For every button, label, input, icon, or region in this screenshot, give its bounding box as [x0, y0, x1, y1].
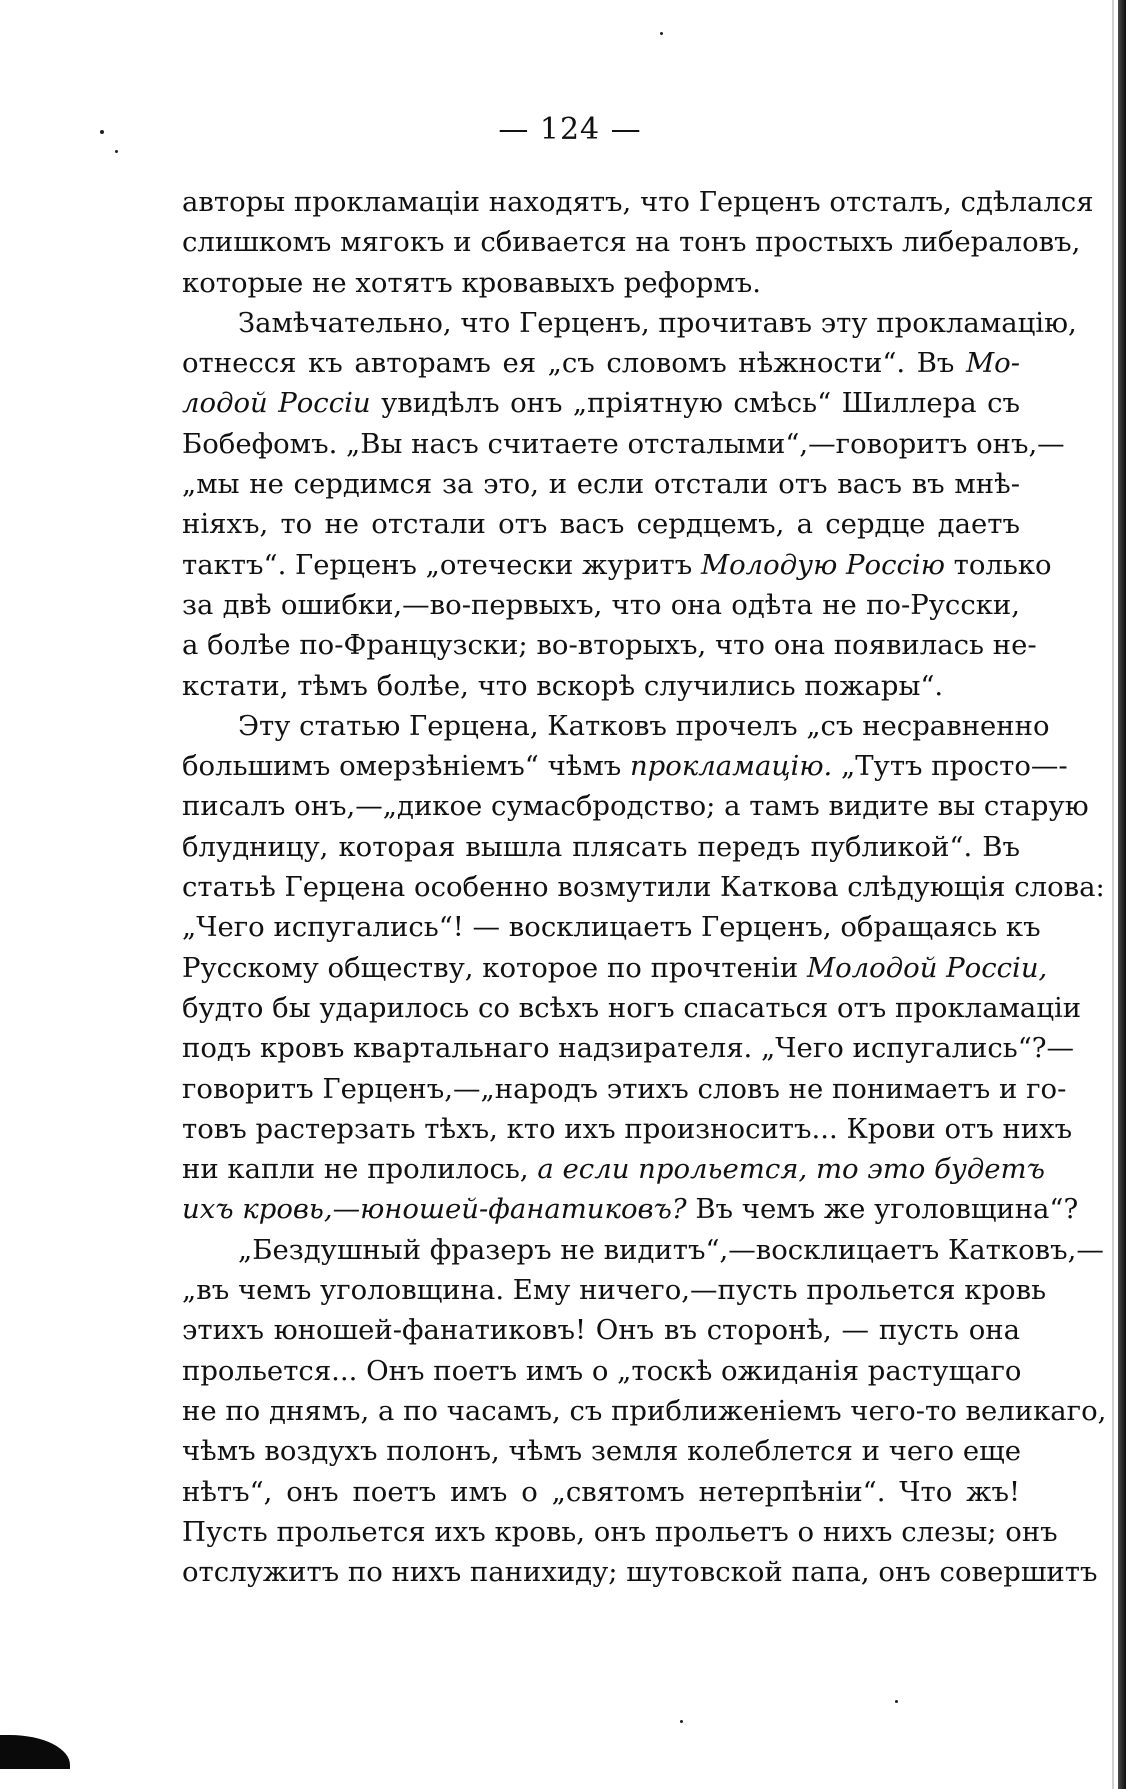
text-segment: „въ чемъ уголовщина. Ему ничего,—пусть прольется кровь [182, 1274, 1047, 1307]
text-line [182, 786, 1089, 826]
page-edge-line [1112, 0, 1114, 1789]
text-line [182, 504, 1020, 544]
text-segment: большимъ омерзѣніемъ“ чѣмъ [182, 750, 630, 783]
text-segment: подъ кровъ квартальнаго надзирателя. „Чего испугались“?— [182, 1032, 1075, 1065]
text-line [182, 988, 1082, 1028]
text-segment: ни капли не пролилось, [182, 1153, 538, 1186]
text-line [182, 1310, 1020, 1350]
text-segment: Пусть прольется ихъ кровь, онъ прольетъ о нихъ слезы; онъ [182, 1515, 1058, 1548]
text-segment: товъ растерзать тѣхъ, кто ихъ произноситъ... Крови отъ нихъ [182, 1112, 1073, 1145]
italic-text: Молодую Россію [700, 548, 945, 581]
speck [680, 1720, 683, 1723]
text-line [182, 1512, 1058, 1552]
text-segment: „Бездушный фразеръ не видитъ“,—восклицаетъ Катковъ,— [238, 1233, 1104, 1266]
text-line [182, 907, 1041, 947]
italic-text: Молодой Россіи, [806, 951, 1048, 984]
italic-text: лодой Россіи [182, 387, 371, 420]
text-segment: этихъ юношей-фанатиковъ! Онъ въ сторонѣ, — пусть она [182, 1314, 1020, 1347]
text-segment: Эту статью Герцена, Катковъ прочелъ „съ несравненно [238, 709, 1050, 742]
text-line [182, 1230, 1104, 1270]
text-segment: „Чего испугались“! — восклицаетъ Герценъ, обращаясь къ [182, 911, 1041, 944]
text-segment: отслужитъ по нихъ панихиду; шутовской папа, онъ совершитъ [182, 1556, 1098, 1589]
text-line [182, 182, 1094, 222]
text-segment: писалъ онъ,—„дикое сумасбродство; а тамъ видите вы старую [182, 790, 1089, 823]
text-line [182, 343, 1020, 383]
speck [115, 150, 118, 153]
text-segment: Русскому обществу, которое по прочтеніи [182, 951, 807, 984]
text-line [182, 706, 1050, 746]
text-segment: Замѣчательно, что Герценъ, прочитавъ эту прокламацію, [238, 306, 1077, 339]
italic-text: Мо- [965, 347, 1020, 380]
corner-ink-blot [0, 1735, 70, 1769]
italic-text: прокламацію. [629, 750, 833, 783]
speck [895, 1700, 898, 1703]
text-line [182, 263, 1020, 303]
text-segment: „Тутъ просто—- [832, 750, 1068, 783]
text-line [182, 625, 1037, 665]
text-segment: говоритъ Герценъ,—„народъ этихъ словъ не понимаетъ и го- [182, 1072, 1067, 1105]
text-segment: прольется... Онъ поетъ имъ о „тоскѣ ожиданія растущаго [182, 1354, 1022, 1387]
text-line [182, 1472, 1020, 1512]
text-line [182, 303, 1077, 343]
text-segment: отнесся къ авторамъ ея „съ словомъ нѣжности“. Въ [182, 347, 966, 380]
text-segment: за двѣ ошибки,—во-первыхъ, что она одѣта не по-Русски, [182, 588, 1020, 621]
text-segment: чѣмъ воздухъ полонъ, чѣмъ земля колеблется и чего еще [182, 1435, 1021, 1468]
text-line [182, 746, 1068, 786]
text-segment: статьѣ Герцена особенно возмутили Каткова слѣдующія слова: [182, 871, 1105, 904]
text-line [182, 545, 1052, 585]
text-segment: а болѣе по-Французски; во-вторыхъ, что она появилась не- [182, 629, 1037, 662]
text-line [182, 464, 1020, 504]
text-segment: авторы прокламаціи находятъ, что Герценъ отсталъ, сдѣлался [182, 186, 1094, 218]
text-segment: только [944, 548, 1052, 581]
text-segment: не по днямъ, а по часамъ, съ приближеніемъ чего-то великаго, [182, 1394, 1107, 1427]
body-text [182, 182, 1107, 1592]
text-segment: увидѣлъ онъ „пріятную смѣсь“ Шиллера съ [370, 387, 1021, 420]
text-line [182, 666, 1020, 706]
text-line [182, 1149, 1045, 1189]
text-line [182, 1552, 1098, 1592]
text-line [182, 383, 1020, 423]
page-edge-shadow [1118, 0, 1126, 1789]
text-segment: слишкомъ мягокъ и сбивается на тонъ простыхъ либераловъ, [182, 226, 1081, 259]
text-line [182, 222, 1081, 262]
text-line [182, 585, 1020, 625]
text-segment: которые не хотятъ кровавыхъ реформъ. [182, 266, 761, 299]
text-line [182, 1069, 1067, 1109]
text-line [182, 867, 1105, 907]
text-segment: нѣтъ“, онъ поетъ имъ о „святомъ нетерпѣніи“. Что жъ! [182, 1475, 1020, 1508]
text-segment: тактъ“. Герценъ „отечески журитъ [182, 548, 701, 581]
text-line [182, 1351, 1020, 1391]
text-segment: кстати, тѣмъ болѣе, что вскорѣ случились пожары“. [182, 669, 944, 702]
text-line [182, 1109, 1073, 1149]
text-line [182, 827, 1020, 867]
text-line [182, 1270, 1047, 1310]
page-number: — 124 — [498, 112, 642, 147]
text-segment: блудницу, которая вышла плясать передъ публикой“. Въ [182, 830, 1020, 863]
text-line [182, 1028, 1075, 1068]
text-segment: Въ чемъ же уголовщина“? [686, 1193, 1079, 1226]
speck [660, 32, 663, 35]
text-segment: „мы не сердимся за это, и если отстали отъ васъ въ мнѣ- [182, 468, 1020, 501]
text-line [182, 948, 1048, 988]
text-line [182, 424, 1065, 464]
text-segment: будто бы ударилось со всѣхъ ногъ спасаться отъ прокламаціи [182, 991, 1082, 1024]
text-line [182, 1391, 1107, 1431]
text-line [182, 1189, 1079, 1229]
text-segment: ніяхъ, то не отстали отъ васъ сердцемъ, а сердце даетъ [182, 508, 1020, 541]
italic-text: ихъ кровь,—юношей-фанатиковъ? [182, 1193, 687, 1226]
text-segment: Бобефомъ. „Вы насъ считаете отсталыми“,—говоритъ онъ,— [182, 427, 1065, 460]
text-line [182, 1431, 1020, 1471]
italic-text: а если прольется, то это будетъ [537, 1153, 1045, 1186]
